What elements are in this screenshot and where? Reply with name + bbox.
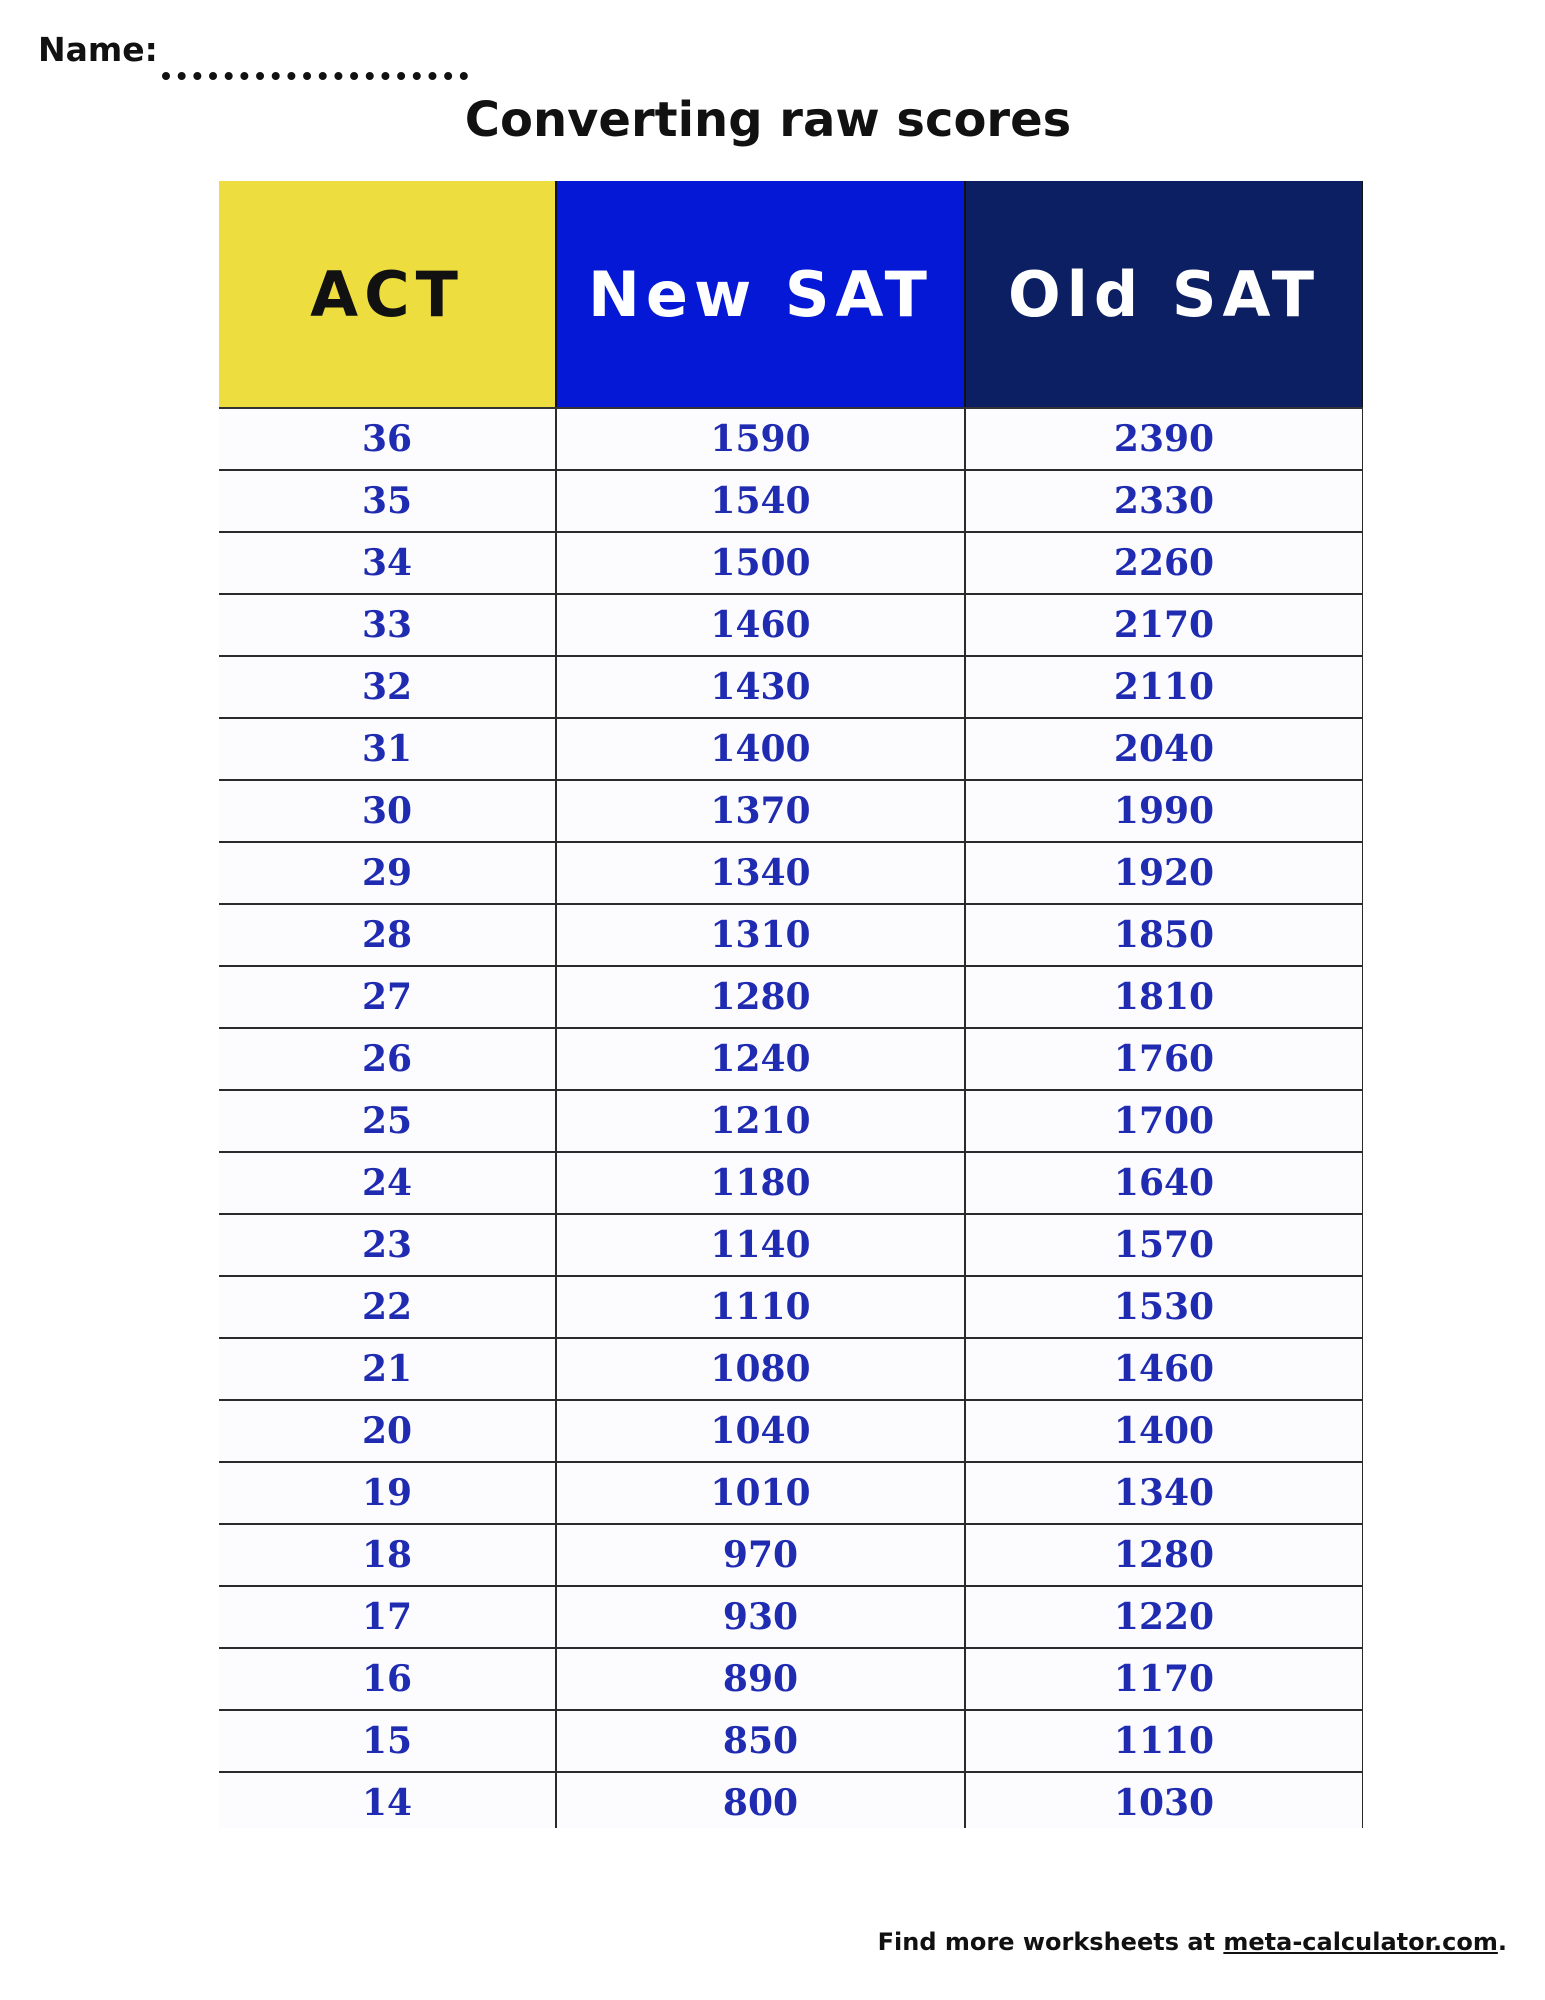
cell-new-sat: 1040 <box>556 1400 965 1462</box>
cell-act: 15 <box>219 1710 556 1772</box>
footer-note <box>878 1928 1507 1956</box>
cell-old-sat: 1170 <box>965 1648 1363 1710</box>
table-row <box>219 594 1363 656</box>
table-row <box>219 780 1363 842</box>
table-row <box>219 718 1363 780</box>
cell-act: 33 <box>219 594 556 656</box>
table-row <box>219 1090 1363 1152</box>
table-row <box>219 1462 1363 1524</box>
cell-act: 34 <box>219 532 556 594</box>
cell-new-sat: 1460 <box>556 594 965 656</box>
cell-act: 27 <box>219 966 556 1028</box>
cell-act: 19 <box>219 1462 556 1524</box>
cell-old-sat: 1990 <box>965 780 1363 842</box>
table-row <box>219 1276 1363 1338</box>
column-header-act: ACT <box>219 181 556 408</box>
cell-old-sat: 1760 <box>965 1028 1363 1090</box>
cell-new-sat: 1430 <box>556 656 965 718</box>
cell-new-sat: 850 <box>556 1710 965 1772</box>
cell-act: 14 <box>361 1782 413 1824</box>
table-row <box>219 842 1363 904</box>
cell-new-sat: 1280 <box>556 966 965 1028</box>
cell-act: 18 <box>219 1524 556 1586</box>
table-row <box>219 1028 1363 1090</box>
table-row <box>219 1586 1363 1648</box>
cell-act: 17 <box>219 1586 556 1648</box>
table-row <box>219 1524 1363 1586</box>
cell-act: 26 <box>219 1028 556 1090</box>
cell-new-sat: 1370 <box>556 780 965 842</box>
cell-old-sat: 2330 <box>965 470 1363 532</box>
cell-act: 22 <box>219 1276 556 1338</box>
table-row <box>219 966 1363 1028</box>
table-header-row <box>219 181 1363 408</box>
cell-act: 25 <box>219 1090 556 1152</box>
footer-prefix: Find more worksheets at <box>877 1928 1224 1956</box>
table-row <box>219 1338 1363 1400</box>
table-row <box>219 904 1363 966</box>
cell-act: 21 <box>219 1338 556 1400</box>
cell-new-sat: 1500 <box>556 532 965 594</box>
conversion-table <box>219 181 1363 1828</box>
cell-new-sat: 1310 <box>556 904 965 966</box>
cell-act: 24 <box>219 1152 556 1214</box>
cell-act: 35 <box>219 470 556 532</box>
cell-new-sat: 1010 <box>556 1462 965 1524</box>
cell-old-sat: 1570 <box>965 1214 1363 1276</box>
table-row <box>219 656 1363 718</box>
cell-old-sat: 2170 <box>965 594 1363 656</box>
cell-old-sat: 1220 <box>965 1586 1363 1648</box>
table-row <box>219 1648 1363 1710</box>
cell-old-sat: 1400 <box>965 1400 1363 1462</box>
cell-old-sat: 1850 <box>965 904 1363 966</box>
cell-old-sat: 1340 <box>965 1462 1363 1524</box>
conversion-table-container <box>219 181 1363 1828</box>
cell-new-sat: 970 <box>556 1524 965 1586</box>
cell-act: 29 <box>219 842 556 904</box>
cell-new-sat: 1110 <box>556 1276 965 1338</box>
cell-new-sat: 1240 <box>556 1028 965 1090</box>
cell-old-sat: 1460 <box>965 1338 1363 1400</box>
cell-old-sat: 1700 <box>965 1090 1363 1152</box>
cell-act: 31 <box>219 718 556 780</box>
cell-old-sat: 1640 <box>965 1152 1363 1214</box>
cell-old-sat: 1030 <box>965 1772 1363 1828</box>
cell-old-sat: 1920 <box>965 842 1363 904</box>
cell-act: 32 <box>219 656 556 718</box>
cell-act: 16 <box>219 1648 556 1710</box>
cell-new-sat: 1180 <box>556 1152 965 1214</box>
cell-new-sat: 1340 <box>556 842 965 904</box>
name-blank-line <box>162 72 468 80</box>
cell-old-sat: 1110 <box>965 1710 1363 1772</box>
cell-new-sat: 890 <box>556 1648 965 1710</box>
table-row <box>219 532 1363 594</box>
column-header-new-sat: New SAT <box>556 181 965 408</box>
table-row <box>219 1400 1363 1462</box>
cell-act: 30 <box>219 780 556 842</box>
cell-old-sat: 2390 <box>965 408 1363 470</box>
footer-link[interactable]: meta-calculator.com <box>1223 1928 1498 1956</box>
table-row <box>219 1152 1363 1214</box>
cell-new-sat: 1400 <box>556 718 965 780</box>
table-body <box>219 408 1363 1828</box>
name-label: Name: <box>38 30 158 69</box>
cell-act: 20 <box>219 1400 556 1462</box>
cell-act: 23 <box>219 1214 556 1276</box>
cell-new-sat: 1140 <box>556 1214 965 1276</box>
page-title: Converting raw scores <box>464 92 1072 148</box>
table-row <box>219 470 1363 532</box>
cell-new-sat: 1080 <box>556 1338 965 1400</box>
cell-old-sat: 2260 <box>965 532 1363 594</box>
cell-act: 36 <box>219 408 556 470</box>
cell-new-sat: 1590 <box>556 408 965 470</box>
cell-new-sat: 1540 <box>556 470 965 532</box>
cell-old-sat: 1810 <box>965 966 1363 1028</box>
table-row <box>219 408 1363 470</box>
cell-act: 28 <box>219 904 556 966</box>
table-row <box>219 1772 1363 1828</box>
table-row <box>219 1710 1363 1772</box>
cell-old-sat: 1280 <box>965 1524 1363 1586</box>
cell-old-sat: 1530 <box>965 1276 1363 1338</box>
cell-old-sat: 2040 <box>965 718 1363 780</box>
cell-new-sat: 1210 <box>556 1090 965 1152</box>
column-header-old-sat: Old SAT <box>965 181 1363 408</box>
cell-new-sat: 930 <box>556 1586 965 1648</box>
cell-old-sat: 2110 <box>965 656 1363 718</box>
cell-new-sat: 800 <box>556 1772 965 1828</box>
footer-suffix: . <box>1497 1928 1507 1956</box>
table-row <box>219 1214 1363 1276</box>
